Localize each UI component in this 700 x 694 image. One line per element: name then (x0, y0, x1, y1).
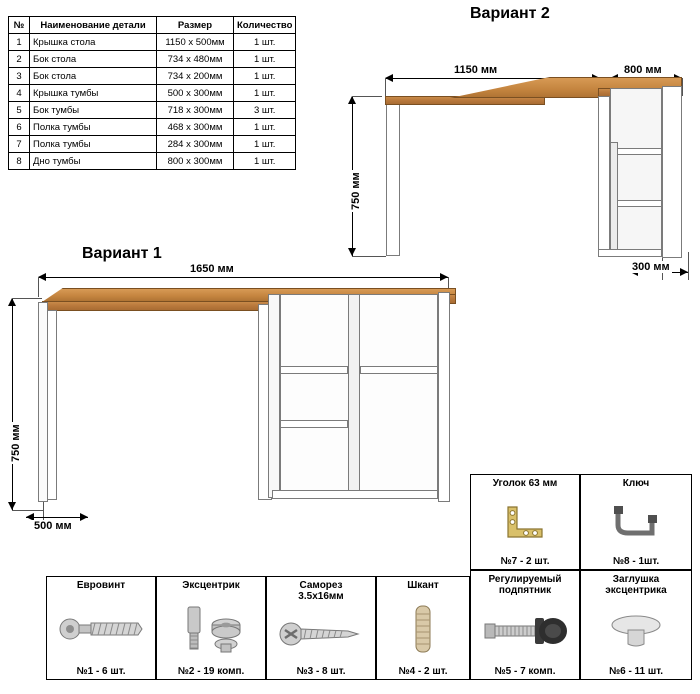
allen-key-icon (583, 489, 689, 556)
dim-label-v2-depth: 300 мм (632, 261, 670, 273)
hardware-caption: №5 - 7 комп. (494, 666, 556, 677)
cabinet-divider (610, 142, 618, 256)
cabinet-divider-v1 (348, 294, 360, 498)
cell-num: 4 (9, 85, 30, 102)
hardware-box-dowel (376, 576, 470, 680)
euro-screw-icon (49, 591, 153, 666)
cell-size: 718 x 300мм (157, 102, 234, 119)
cell-name: Полка тумбы (30, 136, 157, 153)
dim-label-v2-height: 750 мм (350, 172, 362, 210)
table-row (9, 136, 296, 153)
col-header-num: № (9, 17, 30, 34)
cam-lock-icon (159, 591, 263, 666)
hardware-title: Евровинт (76, 580, 126, 591)
variant-1-title: Вариант 1 (82, 245, 162, 262)
hardware-caption: №4 - 2 шт. (398, 666, 448, 677)
table-row (9, 85, 296, 102)
cell-qty: 1 шт. (234, 136, 296, 153)
hardware-title: Эксцентрик (182, 580, 240, 591)
cell-num: 1 (9, 34, 30, 51)
hardware-title: Шкант (407, 580, 439, 591)
cell-qty: 1 шт. (234, 119, 296, 136)
hardware-caption: №6 - 11 шт. (608, 666, 664, 677)
arrow-left (385, 74, 393, 82)
dim-label-v1-height: 750 мм (10, 424, 22, 462)
dim-label-v2-width: 1150 мм (454, 64, 498, 76)
hardware-caption: №3 - 8 шт. (296, 666, 346, 677)
cabinet-right-side-panel (662, 86, 682, 258)
dim-label-v1-width: 1650 мм (190, 263, 234, 275)
hardware-title: Ключ (622, 478, 650, 489)
dim-label-v1-depth: 500 мм (34, 520, 72, 532)
ext-line (43, 502, 44, 522)
variant-2-title: Вариант 2 (470, 5, 550, 22)
cabinet-shelf-v1 (360, 366, 438, 374)
hardware-box-euro-screw (46, 576, 156, 680)
cell-qty: 1 шт. (234, 153, 296, 170)
ext-line (12, 298, 42, 299)
ext-line (38, 277, 39, 297)
cell-num: 6 (9, 119, 30, 136)
arrow-up (348, 96, 356, 104)
cell-num: 3 (9, 68, 30, 85)
dim-line-500 (26, 517, 88, 518)
ext-line (688, 252, 689, 280)
hardware-box-adjustable-foot (470, 570, 580, 680)
cell-qty: 3 шт. (234, 102, 296, 119)
cell-name: Полка тумбы (30, 119, 157, 136)
hardware-title-line1: Саморез (299, 580, 343, 591)
arrow-right (680, 268, 688, 276)
cell-size: 468 x 300мм (157, 119, 234, 136)
worktop-front-left-v1 (42, 301, 270, 311)
ext-line (682, 78, 683, 96)
hardware-title: Уголок 63 мм (492, 478, 558, 489)
table-header-row (9, 17, 296, 34)
hardware-title-line2: подпятник (498, 585, 552, 596)
self-tapping-screw-icon (269, 602, 373, 666)
hardware-title-line2: 3.5x16мм (298, 591, 344, 602)
cell-qty: 1 шт. (234, 34, 296, 51)
hardware-caption: №7 - 2 шт. (500, 556, 550, 567)
cabinet-shelf-v1 (280, 420, 348, 428)
hardware-caption: №8 - 1шт. (612, 556, 660, 567)
hardware-title-line1: Заглушка (612, 574, 660, 585)
arrow-right (440, 273, 448, 281)
arrow-down (8, 502, 16, 510)
cabinet-left-side-panel (598, 96, 610, 256)
cabinet-bottom-v1 (272, 490, 438, 499)
cabinet-left-panel-inner-v1 (268, 294, 280, 498)
cell-num: 2 (9, 51, 30, 68)
adjustable-foot-icon (473, 596, 577, 666)
cabinet-bottom (598, 249, 662, 257)
variant-2-drawing (330, 30, 695, 280)
cell-name: Бок стола (30, 51, 157, 68)
cam-cover-icon (583, 596, 689, 666)
dim-line-1650 (38, 277, 448, 278)
table-row (9, 119, 296, 136)
cell-name: Бок стола (30, 68, 157, 85)
hardware-title-line1: Регулируемый (488, 574, 562, 585)
desk-left-side-panel (386, 102, 400, 256)
cell-qty: 1 шт. (234, 85, 296, 102)
cell-num: 5 (9, 102, 30, 119)
hardware-box-cam-cover (580, 570, 692, 680)
cell-name: Бок тумбы (30, 102, 157, 119)
hardware-caption: №1 - 6 шт. (76, 666, 126, 677)
col-header-qty: Количество (234, 17, 296, 34)
cell-size: 734 x 480мм (157, 51, 234, 68)
cabinet-right-panel-v1 (438, 292, 450, 502)
dowel-icon (379, 591, 467, 666)
table-row (9, 102, 296, 119)
cabinet-shelf-v1 (280, 366, 348, 374)
hardware-box-angle-bracket (470, 474, 580, 570)
ext-line (352, 96, 382, 97)
hardware-title-line2: эксцентрика (605, 585, 667, 596)
table-row (9, 51, 296, 68)
cell-qty: 1 шт. (234, 51, 296, 68)
col-header-name: Наименование детали (30, 17, 157, 34)
hardware-box-self-tapping-screw (266, 576, 376, 680)
table-row (9, 68, 296, 85)
cell-size: 284 x 300мм (157, 136, 234, 153)
hardware-caption: №2 - 19 комп. (177, 666, 245, 677)
cell-name: Крышка тумбы (30, 85, 157, 102)
angle-bracket-icon (473, 489, 577, 556)
cell-name: Крышка стола (30, 34, 157, 51)
arrow-left (38, 273, 46, 281)
ext-line (385, 78, 386, 96)
arrow-up (8, 298, 16, 306)
table-row (9, 153, 296, 170)
cell-num: 7 (9, 136, 30, 153)
cell-size: 800 x 300мм (157, 153, 234, 170)
arrow-right (80, 513, 88, 521)
variant-1-drawing (0, 262, 470, 562)
ext-line (352, 256, 386, 257)
parts-table (8, 16, 296, 170)
cell-size: 500 x 300мм (157, 85, 234, 102)
dim-line-750-v1 (12, 298, 13, 510)
hardware-box-cam-lock (156, 576, 266, 680)
arrow-down (348, 248, 356, 256)
cell-name: Дно тумбы (30, 153, 157, 170)
dim-label-v2-side: 800 мм (624, 64, 662, 76)
cell-size: 734 x 200мм (157, 68, 234, 85)
desk-left-leg-back-v1 (38, 302, 48, 502)
col-header-size: Размер (157, 17, 234, 34)
cell-num: 8 (9, 153, 30, 170)
hardware-box-allen-key (580, 474, 692, 570)
cell-qty: 1 шт. (234, 68, 296, 85)
ext-line (12, 510, 44, 511)
table-row (9, 34, 296, 51)
cell-size: 1150 x 500мм (157, 34, 234, 51)
